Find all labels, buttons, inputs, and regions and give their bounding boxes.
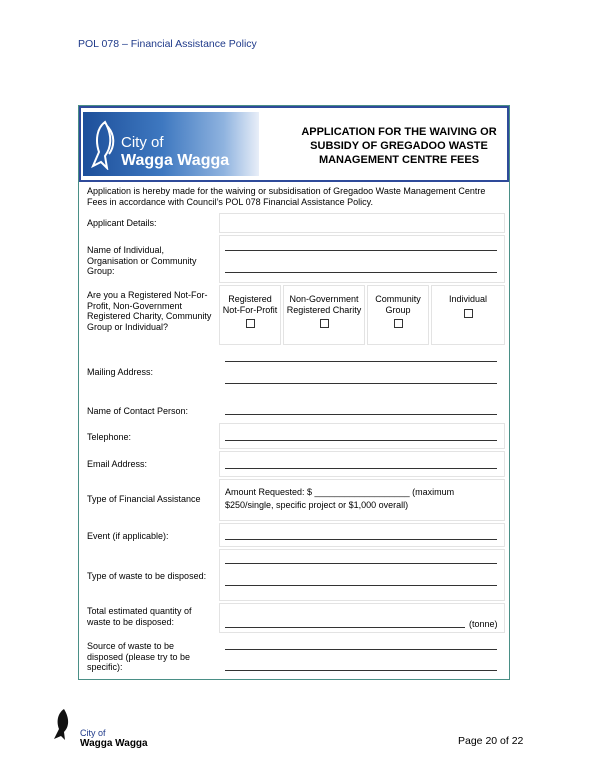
telephone-label: Telephone: (87, 432, 132, 442)
community-group-checkbox[interactable] (394, 319, 403, 328)
form-title: APPLICATION FOR THE WAIVING OR SUBSIDY OF GREGADOO WASTE MANAGEMENT CENTRE FEES (301, 126, 497, 166)
source-line-2[interactable] (225, 670, 497, 671)
quantity-label: Total estimated quantity of waste to be disposed: (87, 606, 192, 627)
applicant-details-cell (219, 213, 505, 233)
name-individual-cell (219, 235, 505, 283)
contact-person-line[interactable] (225, 414, 497, 415)
telephone-line[interactable] (225, 440, 497, 441)
council-logo (83, 112, 259, 176)
application-form (78, 105, 510, 680)
option-not-for-profit[interactable] (219, 285, 281, 345)
amount-requested-text[interactable]: Amount Requested: $ ___________________ (maximum $250/single, specific project or $1,000 overall) (225, 487, 455, 510)
name-individual-line-2[interactable] (225, 272, 497, 273)
mailing-address-label: Mailing Address: (87, 367, 154, 377)
option-individual-label: Individual (448, 294, 488, 304)
name-individual-line-1[interactable] (225, 250, 497, 251)
source-line-1[interactable] (225, 649, 497, 650)
document-header-title: POL 078 – Financial Assistance Policy (78, 38, 257, 50)
charity-checkbox[interactable] (320, 319, 329, 328)
wagga-crow-logo-icon (89, 118, 121, 170)
individual-checkbox[interactable] (464, 309, 473, 318)
option-not-for-profit-label: Registered Not-For-Profit (222, 294, 278, 315)
option-charity-label: Non-Government Registered Charity (286, 294, 362, 315)
contact-person-label: Name of Contact Person: (87, 406, 189, 416)
page-number: Page 20 of 22 (458, 735, 524, 747)
form-intro: Application is hereby made for the waiving or subsidisation of Gregadoo Waste Management Centre Fees in accordance with Council’s POL 078 Financial Assistance Policy. (87, 186, 486, 207)
waste-type-label: Type of waste to be disposed: (87, 571, 207, 581)
event-line[interactable] (225, 539, 497, 540)
registered-question-label: Are you a Registered Not-For-Profit, Non-Government Registered Charity, Community Group or Individual? (87, 290, 212, 332)
logo-city-of: City of (121, 134, 164, 151)
applicant-details-label: Applicant Details: (87, 218, 157, 228)
quantity-cell (219, 603, 505, 633)
mailing-address-line-2[interactable] (225, 383, 497, 384)
footer-wagga-wagga: Wagga Wagga (80, 738, 148, 749)
tonne-unit: (tonne) (469, 619, 498, 629)
logo-wagga-wagga: Wagga Wagga (121, 152, 230, 169)
option-community-group[interactable] (367, 285, 429, 345)
financial-assistance-label: Type of Financial Assistance (87, 494, 201, 504)
option-charity[interactable] (283, 285, 365, 345)
waste-type-line-1[interactable] (225, 563, 497, 564)
source-label: Source of waste to be disposed (please try to be specific): (87, 641, 191, 672)
email-label: Email Address: (87, 459, 148, 469)
event-cell (219, 523, 505, 547)
footer-city-of: City of (80, 728, 106, 738)
email-cell (219, 451, 505, 477)
waste-type-line-2[interactable] (225, 585, 497, 586)
waste-type-cell (219, 549, 505, 601)
option-community-group-label: Community Group (375, 294, 421, 315)
quantity-line[interactable] (225, 627, 465, 628)
form-banner (79, 106, 509, 182)
footer-crow-logo-icon (52, 707, 76, 741)
email-line[interactable] (225, 468, 497, 469)
option-individual[interactable] (431, 285, 505, 345)
telephone-cell (219, 423, 505, 449)
mailing-address-line-1[interactable] (225, 361, 497, 362)
not-for-profit-checkbox[interactable] (246, 319, 255, 328)
event-label: Event (if applicable): (87, 531, 169, 541)
name-individual-label: Name of Individual, Organisation or Community Group: (87, 245, 197, 276)
